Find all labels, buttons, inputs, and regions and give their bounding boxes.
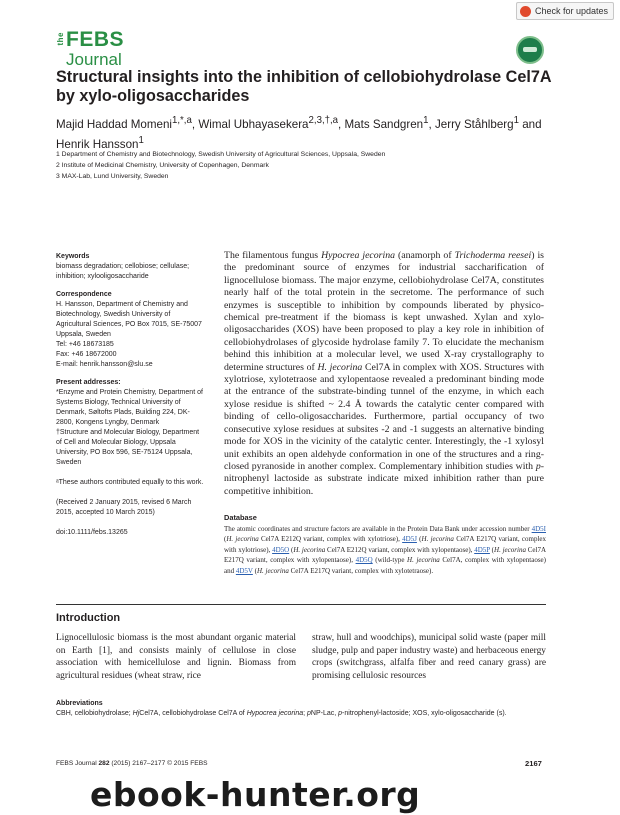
species-name: Hypocrea jecorina	[321, 250, 396, 261]
keywords: biomass degradation; cellobiose; cellulase; inhibition; xylooligosaccharide	[56, 263, 190, 280]
abbr-italic: Hypocrea jecorina	[246, 710, 304, 717]
species-name: H. jecorina	[494, 545, 526, 554]
footer-citation	[56, 760, 208, 767]
correspondence-email[interactable]: E-mail: henrik.hansson@slu.se	[56, 361, 153, 368]
abbreviations-heading: Abbreviations	[56, 700, 103, 707]
pdb-link[interactable]: 4D5I	[531, 524, 546, 533]
db-text: (wild-type	[372, 556, 408, 565]
abbr-text: -nitrophenyl-lactoside; XOS, xylo-oligosaccharide (s).	[342, 710, 507, 717]
db-text: Cel7A, complex with xylopentaose) and	[224, 556, 546, 575]
pdb-link[interactable]: 4D5V	[235, 566, 253, 575]
abbreviations-text	[56, 709, 548, 719]
footer-text: FEBS Journal	[56, 760, 99, 767]
abstract-text: Cel7A in complex with XOS. Structures with xylotriose, xylotetraose and xylopentaose revealed a predominant binding mode at the entrance of the substrate-binding tunnel of the enzyme, in which each xylose residue is shifted ~ 2.4 Å towards the catalytic center compared with binding of cello-oligosaccharides. Furthermore, partial occupancy of two consecutive xylose residues at subsites -2 and -1 suggests an alternative binding mode for XOS in the vicinity of the catalytic center. Interestingly, the -1 xylosyl unit exhibits an open aldehyde conformation in one of the structures and a ring-closed pyranoside in another complex. Complementary inhibition studies with	[224, 361, 544, 472]
pdb-link[interactable]: 4D5P	[474, 545, 490, 554]
author-affil: 2,3,†,a	[308, 115, 339, 126]
species-name: H. jecorina	[226, 535, 259, 544]
author: Mats Sandgren	[344, 117, 424, 131]
pdb-link[interactable]: 4D5J	[402, 535, 417, 544]
db-text: (	[489, 545, 495, 554]
sep: ,	[338, 117, 345, 131]
author: Majid Haddad Momeni	[56, 117, 172, 131]
abbr-text: Cel7A, cellobiohydrolase Cel7A of	[139, 710, 247, 717]
present-address: †Structure and Molecular Biology, Department of Cell and Molecular Biology, Uppsala University, PO Box 596, SE-75124 Uppsala, Sweden	[56, 429, 200, 466]
pdb-link[interactable]: 4D5O	[272, 545, 290, 554]
author-list	[56, 113, 566, 153]
author-affil: 1	[138, 134, 144, 146]
logo-name: FEBS	[66, 28, 125, 51]
species-name: H. jecorina	[407, 556, 440, 565]
section-divider	[56, 604, 546, 605]
introduction-heading: Introduction	[56, 612, 121, 624]
article-sidebar	[56, 252, 206, 538]
db-text: Cel7A E212Q variant, complex with xylopentaose),	[325, 545, 475, 554]
abstract-text: -nitrophenyl lactoside as substrate indicate mixed inhibition rather than pure competitive inhibition.	[224, 460, 544, 497]
abbr-text: CBH, cellobiohydrolase;	[56, 710, 133, 717]
article-title: Structural insights into the inhibition of cellobiohydrolase Cel7A by xylo-oligosaccharides	[56, 68, 551, 105]
abbr-italic: Hj	[132, 710, 140, 717]
db-text: Cel7A E217Q variant, complex with xylotetraose).	[288, 566, 434, 575]
affiliation: 2 Institute of Medicinal Chemistry, University of Copenhagen, Denmark	[56, 162, 269, 169]
affiliation: 3 MAX-Lab, Lund University, Sweden	[56, 173, 169, 180]
species-name: H. jecorina	[293, 545, 326, 554]
affiliations	[56, 149, 385, 182]
species-name: H. jecorina	[317, 361, 363, 373]
footer-text: (2015) 2167–2177 © 2015 FEBS	[109, 760, 208, 767]
species-name: H. jecorina	[421, 535, 454, 544]
correspondence-tel: Tel: +46 18673185	[56, 341, 114, 348]
abbr-italic: p	[307, 710, 311, 717]
abstract-text: (anamorph of	[395, 250, 455, 261]
check-for-updates-badge[interactable]	[516, 2, 614, 20]
db-text: (	[224, 535, 227, 544]
present-address: *Enzyme and Protein Chemistry, Department of Systems Biology, Technical University of Denmark, Søltofts Plads, Building 224, DK-2800, Kongens Lyngby, Denmark	[56, 389, 203, 426]
db-text: (	[252, 566, 257, 575]
page-number: 2167	[525, 759, 542, 768]
correspondence-address: H. Hansson, Department of Chemistry and Biotechnology, Swedish University of Agricultural Sciences, PO Box 7015, SE-75007 Uppsala, Sweden	[56, 301, 202, 338]
febs-emblem-icon	[516, 36, 544, 64]
abstract	[224, 250, 544, 498]
abstract-text: ) is the predominant source of enzymes for industrial saccharification of lignocellulose biomass. The major enzyme, cellobiohydrolase Cel7A, constitutes nearly half of the total protein in the secretome. The performance of such enzymes is susceptible to inhibition by compounds liberated by physico-chemical pre-treatment if the biomass is kept unwashed. Xylan and xylo-oligosaccharides (XOS) have been proposed to play a key role in inhibition of cellobiohydrolases of glycoside hydrolase family 7. To elucidate the mechanism behind this inhibition at a molecular level, we used X-ray crystallography to determine structures of	[224, 250, 544, 373]
correspondence-fax: Fax: +46 18672000	[56, 351, 117, 358]
doi[interactable]: doi:10.1111/febs.13265	[56, 529, 128, 536]
introduction-column-2: straw, hull and woodchips), municipal solid waste (paper mill sludge, pulp and paper industry waste) and herbaceous energy crops (switchgrass, alfalfa fiber and reed canary grass) are promising cellulosic resources	[312, 633, 546, 681]
sep: ,	[191, 117, 199, 131]
author: Henrik Hansson	[56, 137, 139, 151]
received-dates: (Received 2 January 2015, revised 6 March 2015, accepted 10 March 2015)	[56, 499, 192, 516]
db-text: Cel7A E217Q variant, complex with xylotriose),	[224, 535, 547, 554]
pdb-link[interactable]: 4D5Q	[355, 556, 373, 565]
database-text	[224, 524, 546, 577]
sep: and	[518, 117, 542, 131]
author-affil: 1,*,a	[172, 115, 192, 126]
db-text: The atomic coordinates and structure factors are available in the Protein Data Bank under accession number	[224, 524, 532, 533]
species-name: Trichoderma reesei	[454, 250, 532, 261]
db-text: Cel7A E212Q variant, complex with xylotriose),	[258, 535, 403, 544]
footer-volume: 282	[98, 760, 110, 767]
author: Wimal Ubhayasekera	[198, 117, 309, 131]
author-affil: 1	[423, 115, 429, 126]
keywords-heading: Keywords	[56, 253, 90, 260]
logo-sub: Journal	[66, 50, 122, 69]
abbr-italic: p	[338, 710, 343, 717]
abbr-text: ;	[303, 710, 307, 717]
crossmark-icon	[520, 6, 531, 17]
check-for-updates-label: Check for updates	[534, 6, 608, 16]
abstract-italic: p	[535, 460, 541, 472]
introduction-column-1: Lignocellulosic biomass is the most abundant organic material on Earth [1], and consists mainly of cellulose in close association with hemicellulose and lignin. Biomass from agricultural residues (wheat straw, rice	[56, 633, 296, 681]
db-text: (	[289, 545, 294, 554]
present-addresses-heading: Present addresses:	[56, 379, 121, 386]
watermark: ebook-hunter.org	[90, 775, 421, 814]
affiliation: 1 Department of Chemistry and Biotechnology, Swedish University of Agricultural Sciences, Uppsala, Sweden	[56, 151, 386, 158]
abbr-text: NP-Lac,	[310, 710, 339, 717]
author: Jerry Ståhlberg	[434, 117, 514, 131]
correspondence-heading: Correspondence	[56, 291, 112, 298]
db-text: (	[416, 535, 422, 544]
db-text: Cel7A E217Q variant, complex with xylopentaose),	[224, 545, 547, 565]
logo-prefix: the	[56, 32, 65, 46]
abbreviations	[56, 699, 548, 719]
sep: ,	[428, 117, 435, 131]
equal-contribution-note: ᵃThese authors contributed equally to this work.	[56, 479, 204, 486]
abstract-text: The filamentous fungus	[224, 250, 322, 261]
author-affil: 1	[513, 115, 519, 126]
database-heading: Database	[224, 513, 257, 522]
database-section	[224, 513, 546, 577]
species-name: H. jecorina	[256, 566, 289, 575]
